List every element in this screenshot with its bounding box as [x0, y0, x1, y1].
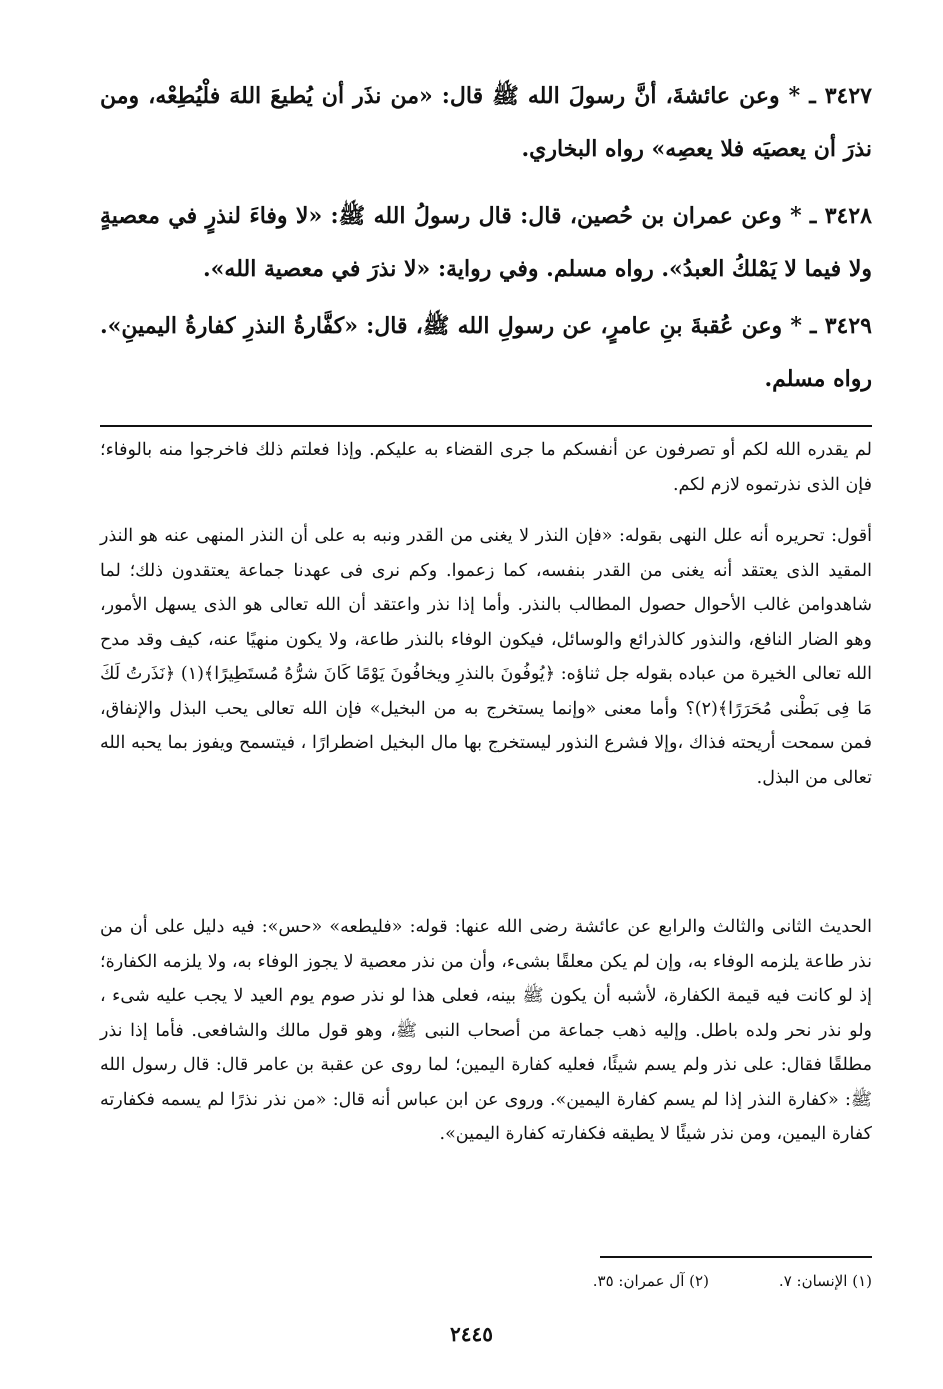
footnote-divider [600, 1256, 872, 1258]
footnote-1: (١) الإنسان: ٧. [778, 1272, 872, 1290]
commentary-paragraph: الحديث الثانى والثالث والرابع عن عائشة رضى الله عنها: قوله: «فليطعه» «حس»: فيه دليل على أن من نذر طاعة يلزمه الوفاء به، وإن لم يكن معلقًا بشىء، وأن من نذر معصية لا يجوز الوفاء به، ولا يلزمه الكفارة؛ إذ لو كانت فيه قيمة الكفارة، لأشبه أن يكون ﷺ بينه، فعلى هذا لو نذر صوم يوم العيد لا يجب عليه شىء ، ولو نذر نحر ولده باطل. وإليه ذهب جماعة من أصحاب النبى ﷺ، وهو قول مالك والشافعى. فأما إذا نذر مطلقًا فقال: على نذر ولم يسم شيئًا، فعليه كفارة اليمين؛ لما روى عن عقبة بن عامر قال: قال رسول الله ﷺ: «كفارة النذر إذا لم يسم كفارة اليمين». وروى عن ابن عباس أنه قال: «من نذر نذرًا لم يسمه فكفارته كفارة اليمين، ومن نذر شيئًا لا يطيقه فكفارته كفارة اليمين». [100, 917, 872, 1144]
hadith-3427: ٣٤٢٧ ـ * وعن عائشةَ، أنَّ رسولَ الله ﷺ قال: «من نذَر أن يُطيعَ اللهَ فلْيُطِعْه، ومن نذرَ أن يعصيَه فلا يعصِه» رواه البخاري. [100, 83, 872, 162]
commentary-paragraph: أقول: تحريره أنه علل النهى بقوله: «فإن النذر لا يغنى من القدر ونبه به على أن النذر المنهى عنه هو النذر المقيد الذى يعتقد أنه يغنى من القدر بنفسه، كما زعموا. وكم نرى فى عهدنا جماعة يعتقدون ذلك؛ لما شاهدوامن غالب الأحوال حصول المطالب بالنذر. وأما إذا نذر واعتقد أن الله تعالى هو الذى يسهل الأمور، وهو الضار النافع، والنذور كالذرائع والوسائل، فيكون الوفاء بالنذر طاعة، ولا يكون منهيًا عنه، كيف وقد مدح الله تعالى الخيرة من عباده بقوله جل ثناؤه: ﴿يُوفُونَ بالنذرِ ويخافُونَ يَوْمًا كَانَ شرُّهُ مُستَطِيرًا﴾(١) ﴿نَذَرتُ لَكَ مَا فِى بَطْنى مُحَرَرًا﴾(٢)؟ وأما معنى «وإنما يستخرج به من البخيل» فإن الله تعالى يحب البذل والإنفاق، فمن سمحت أريحته فذاك ،وإلا فشرع النذور ليستخرج بها مال البخيل اضطرارًا ، فيتسمح ويفوز بما يحبه الله تعالى من البذل. [100, 526, 872, 788]
page-number: ٢٤٤٥ [450, 1322, 493, 1346]
footnote-2: (٢) آل عمران: ٣٥. [592, 1272, 709, 1290]
section-divider [100, 425, 872, 427]
commentary-paragraph: لم يقدره الله لكم أو تصرفون عن أنفسكم ما جرى القضاء به عليكم. وإذا فعلتم ذلك فاخرجوا منه بالوفاء؛ فإن الذى نذرتموه لازم لكم. [100, 440, 872, 495]
hadith-3429: ٣٤٢٩ ـ * وعن عُقبةَ بنِ عامرٍ، عن رسولِ الله ﷺ، قال: «كفَّارةُ النذرِ كفارةُ اليمينِ». رواه مسلم. [100, 313, 872, 392]
hadith-3428: ٣٤٢٨ ـ * وعن عمران بن حُصين، قال: قال رسولُ الله ﷺ: «لا وفاءَ لنذرٍ في معصيةٍ ولا فيما لا يَمْلكُ العبدُ». رواه مسلم. وفي رواية: «لا نذرَ في معصية الله». [100, 203, 872, 282]
footnotes [480, 1268, 872, 1294]
